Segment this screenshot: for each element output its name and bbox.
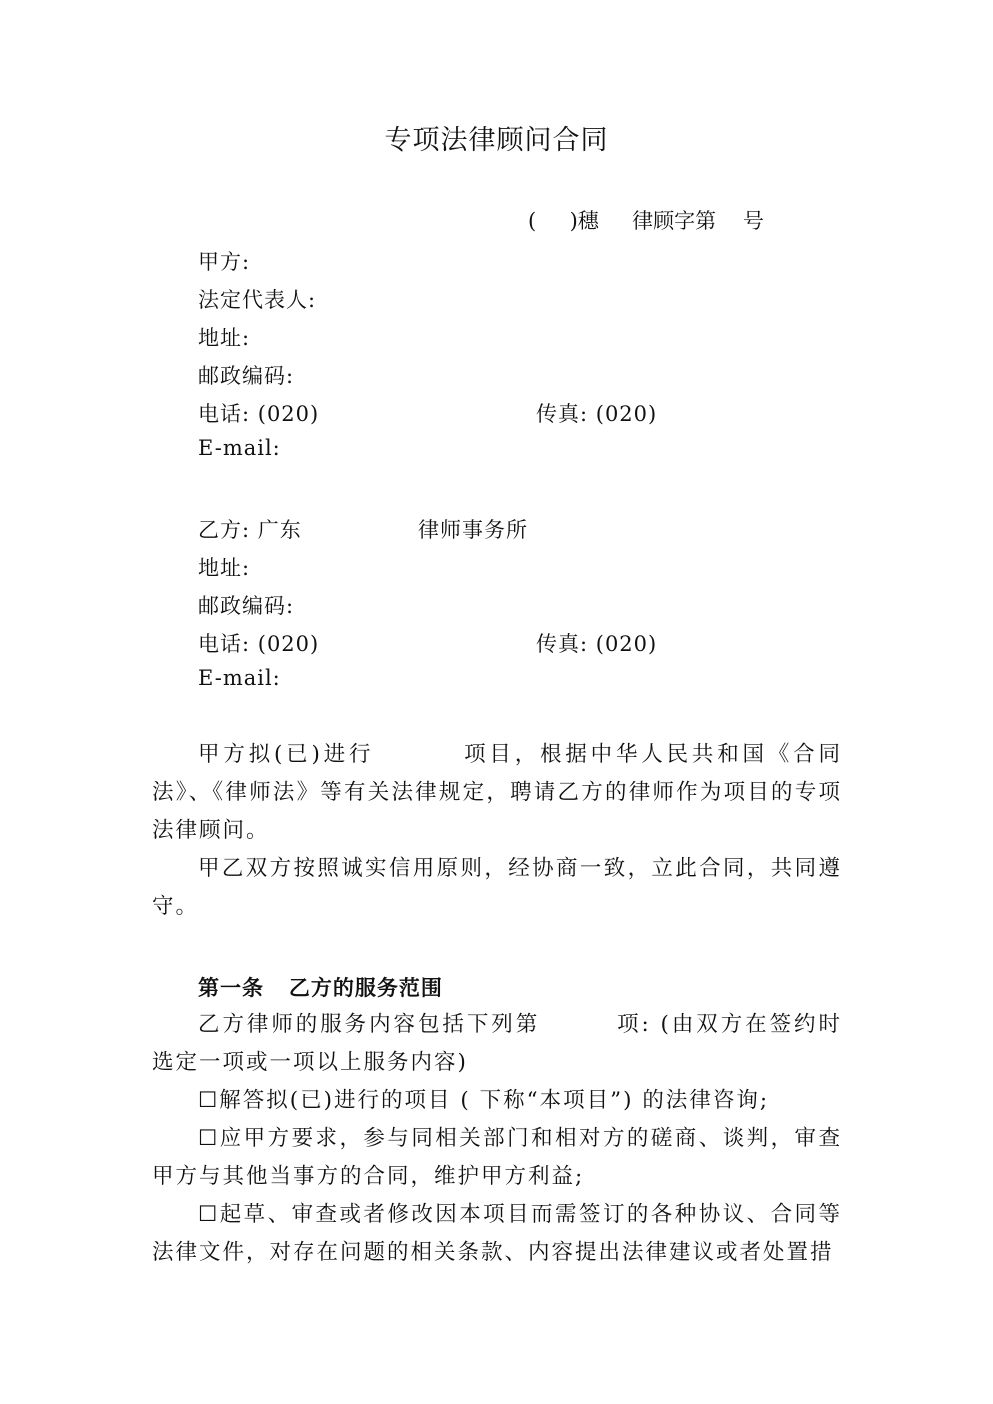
party-a-fax: 传真: (020) — [536, 402, 658, 426]
service-item-2: ☐应甲方要求，参与同相关部门和相对方的磋商、谈判，审查甲方与其他当事方的合同，维护甲方利益; — [152, 1126, 842, 1189]
paragraph-good-faith: 甲乙双方按照诚实信用原则，经协商一致，立此合同，共同遵守。 — [152, 856, 842, 919]
party-b-postcode: 邮政编码: — [198, 594, 295, 618]
paragraph-engagement — [152, 736, 842, 850]
article-1-intro-start: 乙方律师的服务内容包括下列第 — [198, 1012, 541, 1037]
party-b-label: 乙方: 广东 — [198, 518, 302, 542]
party-a-legal-rep: 法定代表人: — [198, 288, 317, 312]
party-a-label: 甲方: — [198, 250, 251, 274]
party-b-phone: 电话: (020) — [198, 632, 320, 656]
party-a-email: E-mail: — [198, 436, 281, 460]
party-a-phone: 电话: (020) — [198, 402, 320, 426]
article-1-intro-rest: 项: (由双方在签约时选定一项或一项以上服务内容) — [152, 1012, 842, 1075]
paragraph-engagement-rest: 项目，根据中华人民共和国《合同法》、《律师法》等有关法律规定，聘请乙方的律师作为项目的专项法律顾问。 — [152, 742, 842, 843]
article-1-heading: 第一条 乙方的服务范围 — [198, 975, 443, 1000]
party-b-address: 地址: — [198, 556, 251, 580]
document-title: 专项法律顾问合同 — [384, 125, 609, 156]
article-1-intro — [152, 1006, 842, 1082]
document-number: ( )穗 律顾字第 号 — [528, 209, 764, 233]
service-item-3: ☐起草、审查或者修改因本项目而需签订的各种协议、合同等法律文件，对存在问题的相关条款、内容提出法律建议或者处置措 — [152, 1202, 842, 1265]
party-b-firm: 律师事务所 — [418, 518, 528, 542]
party-a-address: 地址: — [198, 326, 251, 350]
party-a-postcode: 邮政编码: — [198, 364, 295, 388]
paragraph-engagement-start: 甲方拟(已)进行 — [198, 742, 375, 767]
party-b-fax: 传真: (020) — [536, 632, 658, 656]
party-b-email: E-mail: — [198, 666, 281, 690]
service-item-1: ☐解答拟(已)进行的项目 ( 下称“本项目”) 的法律咨询; — [198, 1088, 770, 1113]
